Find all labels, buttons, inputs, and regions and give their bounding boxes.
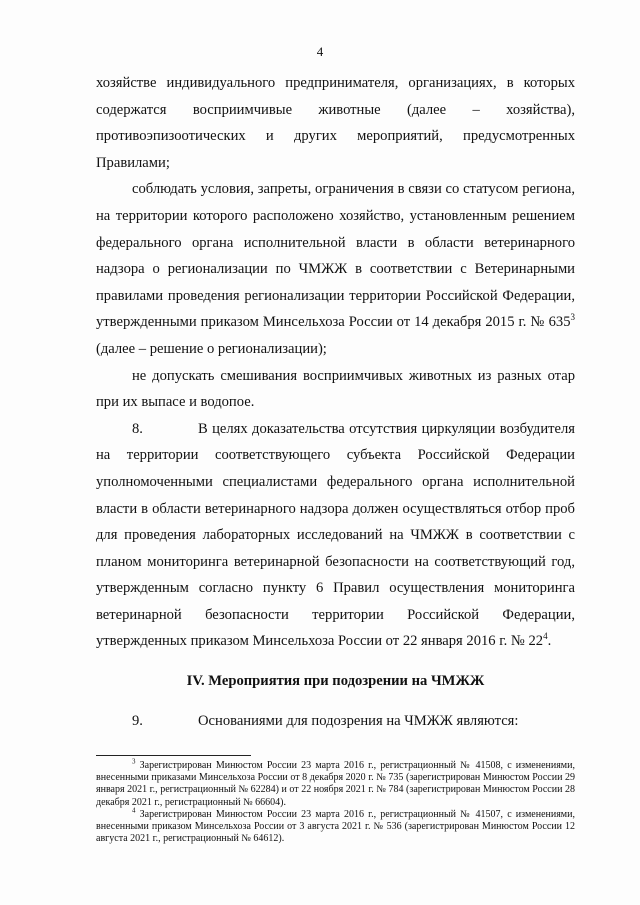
paragraph-text: (далее – решение о регионализации); <box>96 340 327 357</box>
footnote-4 <box>96 806 575 846</box>
paragraph-no-mixing: не допускать смешивания восприимчивых животных из разных отар при их выпасе и водопое. <box>96 367 575 411</box>
paragraph-text: . <box>547 633 552 650</box>
paragraph-number: 9. <box>132 712 143 729</box>
paragraph-text: соблюдать условия, запреты, ограничения в связи со статусом региона, на территории которого расположено хозяйство, установленным решением федерального органа исполнительной власти в области ветеринарного надзора о регионализации по ЧМЖЖ в соответствии с Ветеринарными правилами проведения регионализации территории Российской Федерации, утвержденными приказом Минсельхоза России от 14 декабря 2015 г. № 635 <box>96 181 575 331</box>
paragraph-regionalization <box>96 176 575 362</box>
page-number: 4 <box>316 44 324 59</box>
footnote-text: Зарегистрирован Минюстом России 23 марта 2016 г., регистрационный № 41508, с изменениями, внесенными приказами Минсельхоза России от 8 декабря 2020 г. № 735 (зарегистрирован Минюстом России 29 января 2021 г., регистрационный № 62284) и от 22 ноября 2021 г. № 784 (зарегистрирован Минюстом России 28 декабря 2021 г., регистрационный № 66604). <box>96 760 575 808</box>
footnote-marker: 4 <box>132 806 136 815</box>
footnote-ref-4: 4 <box>543 631 548 642</box>
paragraph-text: В целях доказательства отсутствия циркуляции возбудителя на территории соответствующего субъекта Российской Федерации уполномоченными специалистами федерального органа исполнительной власти в области ветеринарного надзора должен осуществляться отбор проб для проведения лабораторных исследований на ЧМЖЖ в соответствии с планом мониторинга ветеринарной безопасности на соответствующий год, утвержденным согласно пункту 6 Правил осуществления мониторинга ветеринарной безопасности территории Российской Федерации, утвержденных приказом Минсельхоза России от 22 января 2016 г. № 22 <box>96 420 575 650</box>
paragraph-text: Основаниями для подозрения на ЧМЖЖ являются: <box>198 712 519 729</box>
paragraph-number: 8. <box>132 420 143 437</box>
footnote-ref-3: 3 <box>570 312 575 323</box>
section-heading: IV. Мероприятия при подозрении на ЧМЖЖ <box>186 673 485 690</box>
paragraph-farms-measures: хозяйстве индивидуального предпринимателя, организациях, в которых содержатся восприимчивые животные (далее – хозяйства), противоэпизоотических и других мероприятий, предусмотренных Правилами; <box>96 75 575 171</box>
footnotes <box>96 757 575 845</box>
footnote-3 <box>96 757 575 809</box>
paragraph-8 <box>96 416 575 655</box>
footnote-marker: 3 <box>132 757 136 766</box>
body-text <box>96 70 575 734</box>
paragraph-9 <box>96 708 575 735</box>
footnote-divider <box>96 755 251 756</box>
footnote-text: Зарегистрирован Минюстом России 23 марта 2016 г., регистрационный № 41507, с изменениями, внесенными приказом Минсельхоза России от 3 августа 2021 г. № 536 (зарегистрирован Минюстом России 12 августа 2021 г., регистрационный № 64612). <box>96 808 575 845</box>
